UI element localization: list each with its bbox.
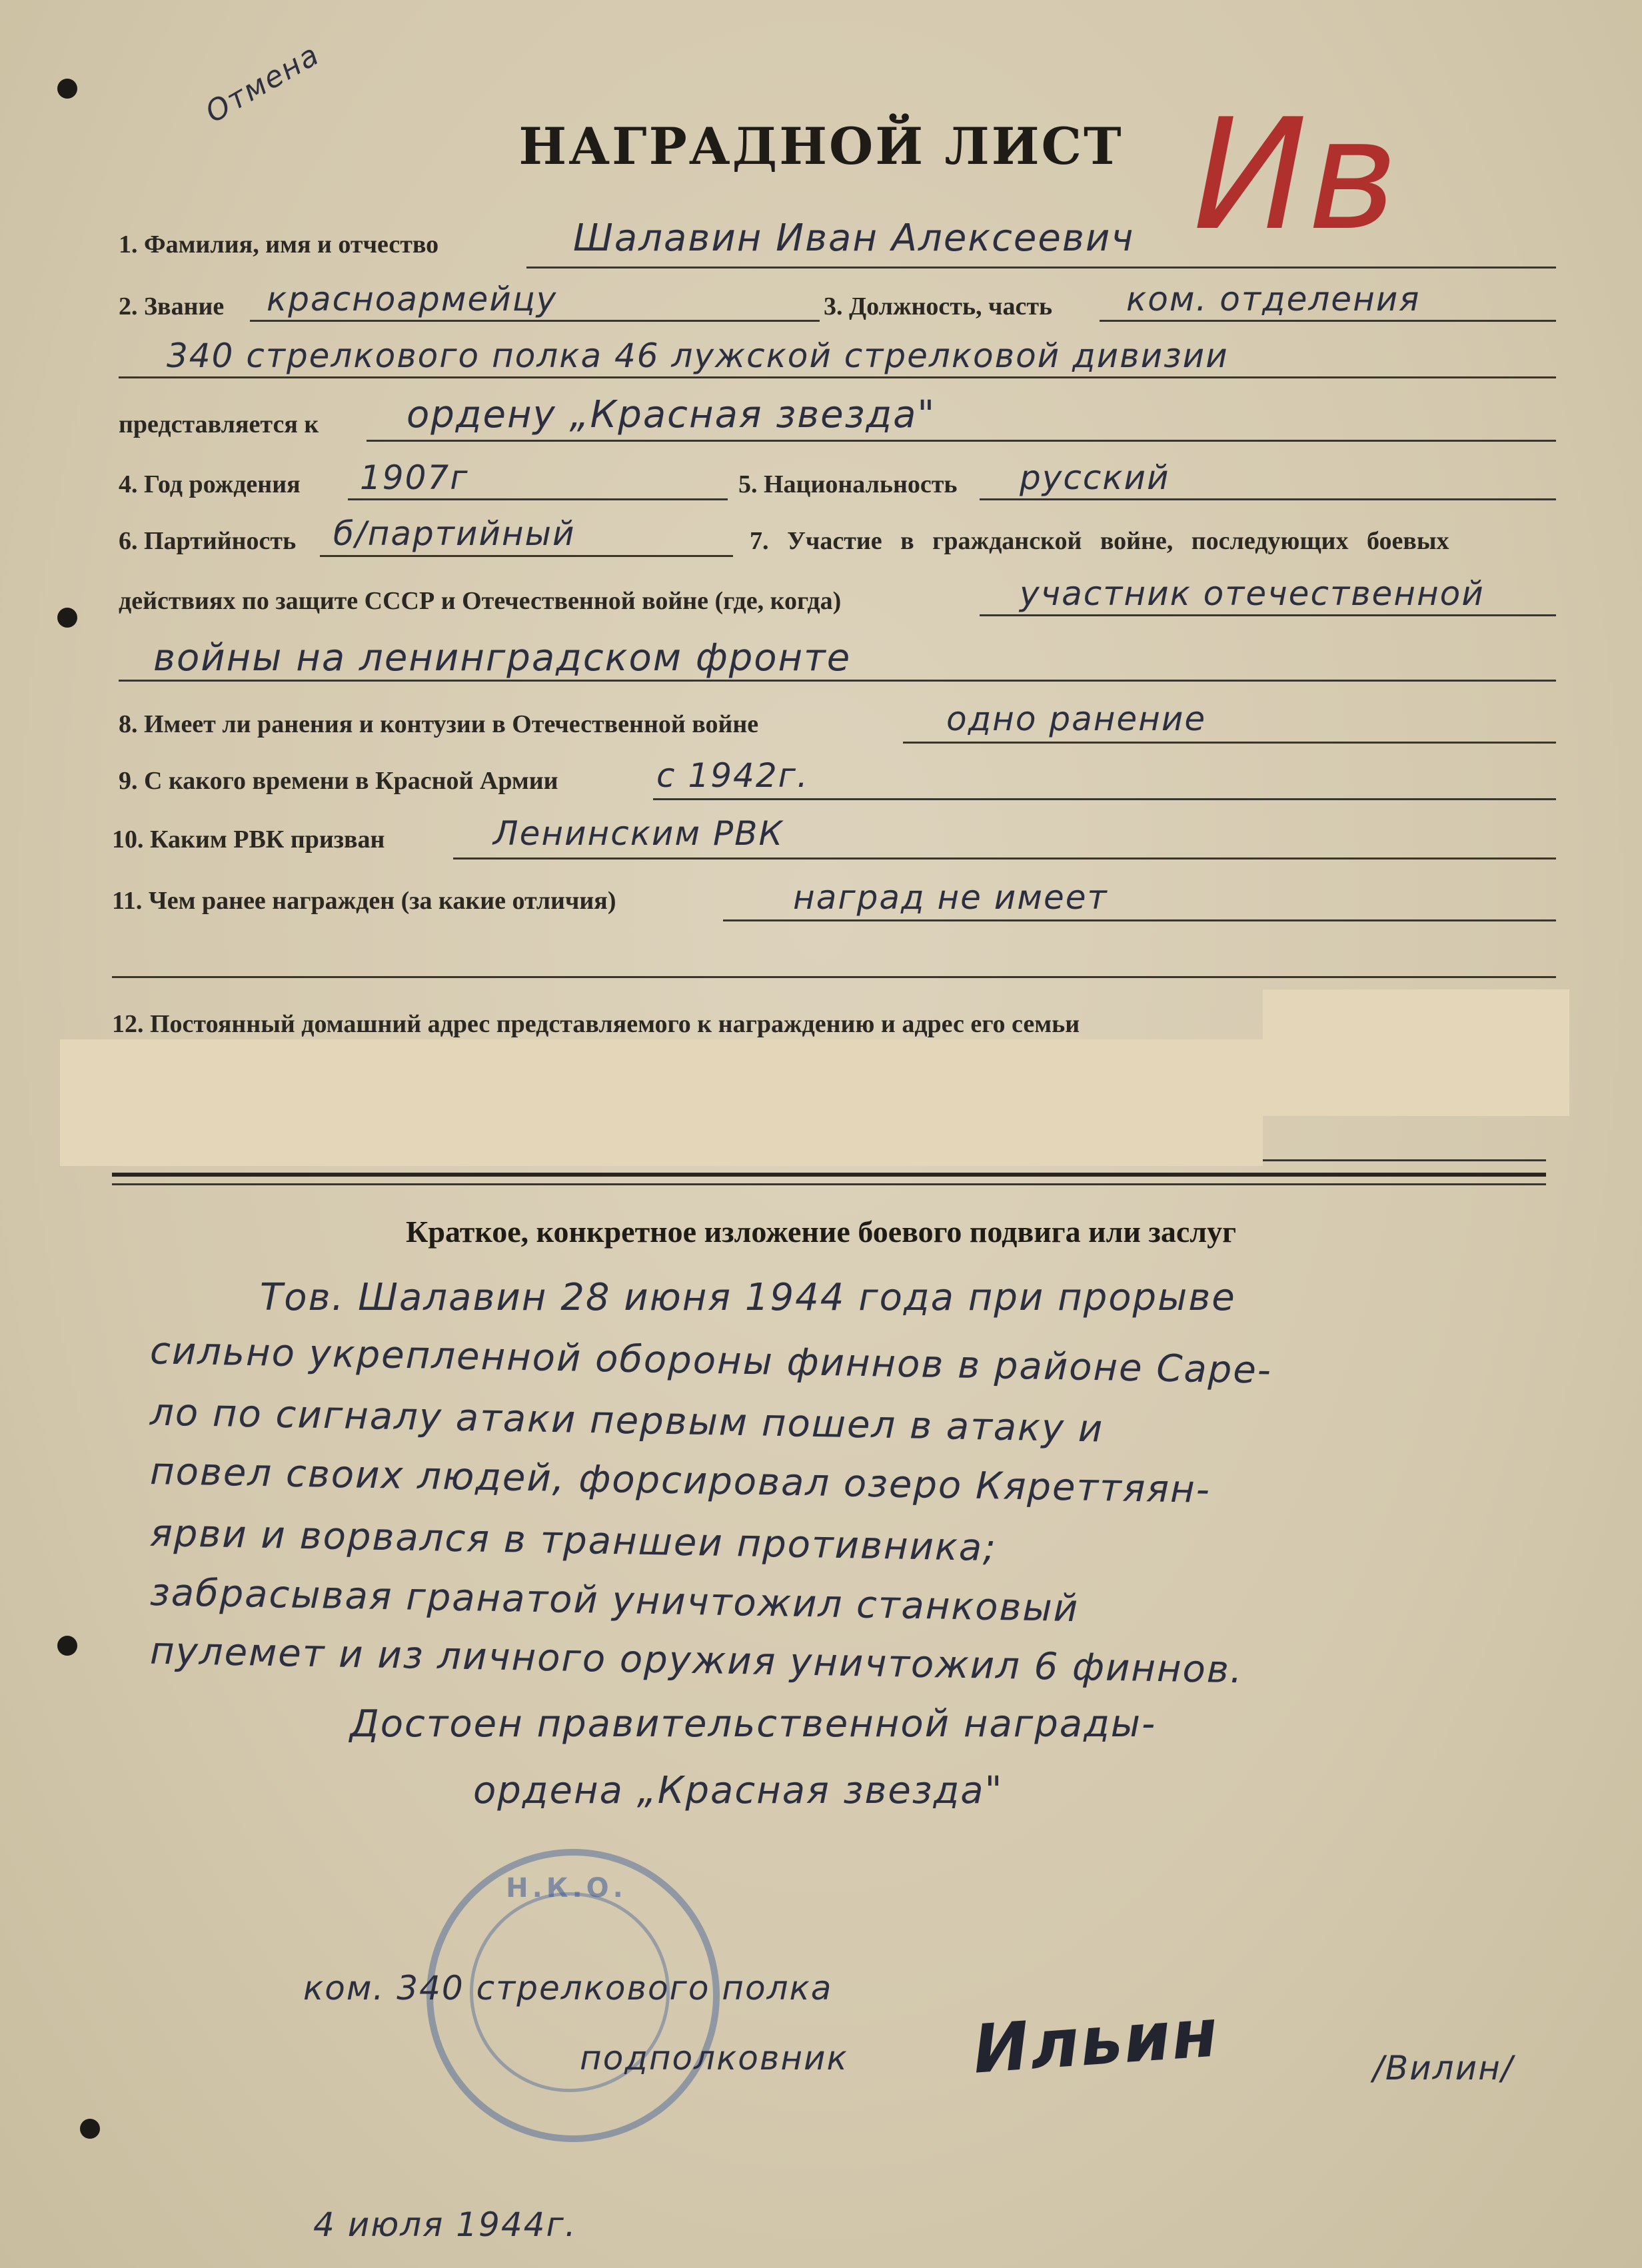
signature-autograph: Ильин bbox=[970, 1993, 1222, 2089]
field-label-party: 6. Партийность bbox=[119, 527, 297, 555]
feat-line: сильно укрепленной обороны финнов в районе Саре- bbox=[149, 1329, 1273, 1393]
field-line bbox=[1100, 320, 1556, 322]
field-line bbox=[526, 267, 1556, 269]
field-label-rank: 2. Звание bbox=[119, 292, 225, 320]
field-label-birth-year: 4. Год рождения bbox=[119, 470, 301, 498]
punch-hole bbox=[57, 608, 77, 628]
punch-hole bbox=[57, 1636, 77, 1656]
field-line bbox=[453, 857, 1556, 859]
field-line bbox=[653, 798, 1556, 800]
field-line bbox=[367, 440, 1556, 442]
feat-line: Тов. Шалавин 28 июня 1944 года при прорыве bbox=[260, 1276, 1236, 1319]
field-value-prior-awards: наград не имеет bbox=[793, 878, 1108, 917]
field-value-position: ком. отделения bbox=[1126, 280, 1421, 318]
section-divider bbox=[112, 1173, 1546, 1177]
field-line bbox=[980, 498, 1556, 500]
feat-line: пулемет и из личного оружия уничтожил 6 финнов. bbox=[149, 1629, 1244, 1692]
field-value-party: б/партийный bbox=[333, 514, 576, 553]
field-line bbox=[903, 742, 1556, 744]
field-line bbox=[348, 498, 728, 500]
initials-note: Отмена bbox=[199, 37, 326, 130]
feat-line: ло по сигналу атаки первым пошел в атаку и bbox=[149, 1391, 1104, 1451]
field-label-address: 12. Постоянный домашний адрес представляемого к награждению и адрес его семьи bbox=[112, 1010, 1080, 1038]
field-value-name: Шалавин Иван Алексеевич bbox=[573, 217, 1135, 260]
field-label-presented: представляется к bbox=[119, 410, 319, 438]
field-label-participation: 7. Участие в гражданской войне, последующих боевых bbox=[750, 527, 1449, 555]
feat-heading: Краткое, конкретное изложение боевого подвига или заслуг bbox=[406, 1215, 1236, 1249]
document-date: 4 июля 1944г. bbox=[313, 2205, 577, 2244]
stamp-text: Н.К.О. bbox=[506, 1873, 627, 1904]
field-label-prior-awards: 11. Чем ранее награжден (за какие отличия) bbox=[112, 887, 616, 915]
field-label-service-since: 9. С какого времени в Красной Армии bbox=[119, 767, 558, 795]
field-value-birth-year: 1907г bbox=[360, 458, 469, 497]
field-line bbox=[723, 919, 1556, 921]
field-line bbox=[320, 555, 733, 557]
signature-title: ком. 340 стрелкового полка bbox=[303, 1969, 833, 2007]
field-value-participation-2: войны на ленинградском фронте bbox=[153, 636, 852, 680]
feat-line: ордена „Красная звезда" bbox=[473, 1769, 1004, 1812]
field-value-unit: 340 стрелкового полка 46 лужской стрелковой дивизии bbox=[167, 336, 1229, 375]
signature-rank: подполковник bbox=[580, 2039, 848, 2077]
field-value-service-since: с 1942г. bbox=[656, 756, 809, 795]
field-value-participation: участник отечественной bbox=[1020, 574, 1485, 613]
field-label-position: 3. Должность, часть bbox=[824, 292, 1053, 320]
redacted-address bbox=[60, 1039, 1263, 1166]
field-line bbox=[119, 376, 1556, 378]
feat-line: ярви и ворвался в траншеи противника; bbox=[149, 1511, 998, 1570]
section-divider-thin bbox=[112, 1183, 1546, 1185]
punch-hole bbox=[80, 2119, 100, 2139]
red-resolution-mark: Ив bbox=[1193, 87, 1398, 265]
feat-line: повел своих людей, форсировал озеро Кяреттяян- bbox=[149, 1450, 1212, 1512]
signature-name: /Вилин/ bbox=[1373, 2049, 1514, 2087]
page-title: НАГРАДНОЙ ЛИСТ bbox=[518, 117, 1124, 176]
field-label-wounds: 8. Имеет ли ранения и контузии в Отечественной войне bbox=[119, 710, 759, 738]
field-line bbox=[1263, 1159, 1546, 1161]
feat-line: Достоен правительственной награды- bbox=[350, 1702, 1157, 1746]
field-value-conscripted: Ленинским РВК bbox=[493, 814, 784, 853]
punch-hole bbox=[57, 79, 77, 99]
field-value-wounds: одно ранение bbox=[946, 700, 1207, 738]
redacted-address bbox=[1263, 989, 1569, 1116]
field-line bbox=[250, 320, 820, 322]
field-value-nationality: русский bbox=[1020, 458, 1170, 497]
field-line bbox=[119, 680, 1556, 682]
feat-line: забрасывая гранатой уничтожил станковый bbox=[149, 1570, 1080, 1631]
field-label-nationality: 5. Национальность bbox=[738, 470, 958, 498]
field-label-conscripted: 10. Каким РВК призван bbox=[112, 826, 385, 853]
field-label-name: 1. Фамилия, имя и отчество bbox=[119, 231, 439, 259]
field-value-rank: красноармейцу bbox=[267, 280, 558, 318]
field-line bbox=[980, 614, 1556, 616]
field-label-participation-b: действиях по защите СССР и Отечественной войне (где, когда) bbox=[119, 587, 842, 615]
field-line bbox=[112, 976, 1556, 978]
field-value-presented: ордену „Красная звезда" bbox=[407, 393, 936, 436]
